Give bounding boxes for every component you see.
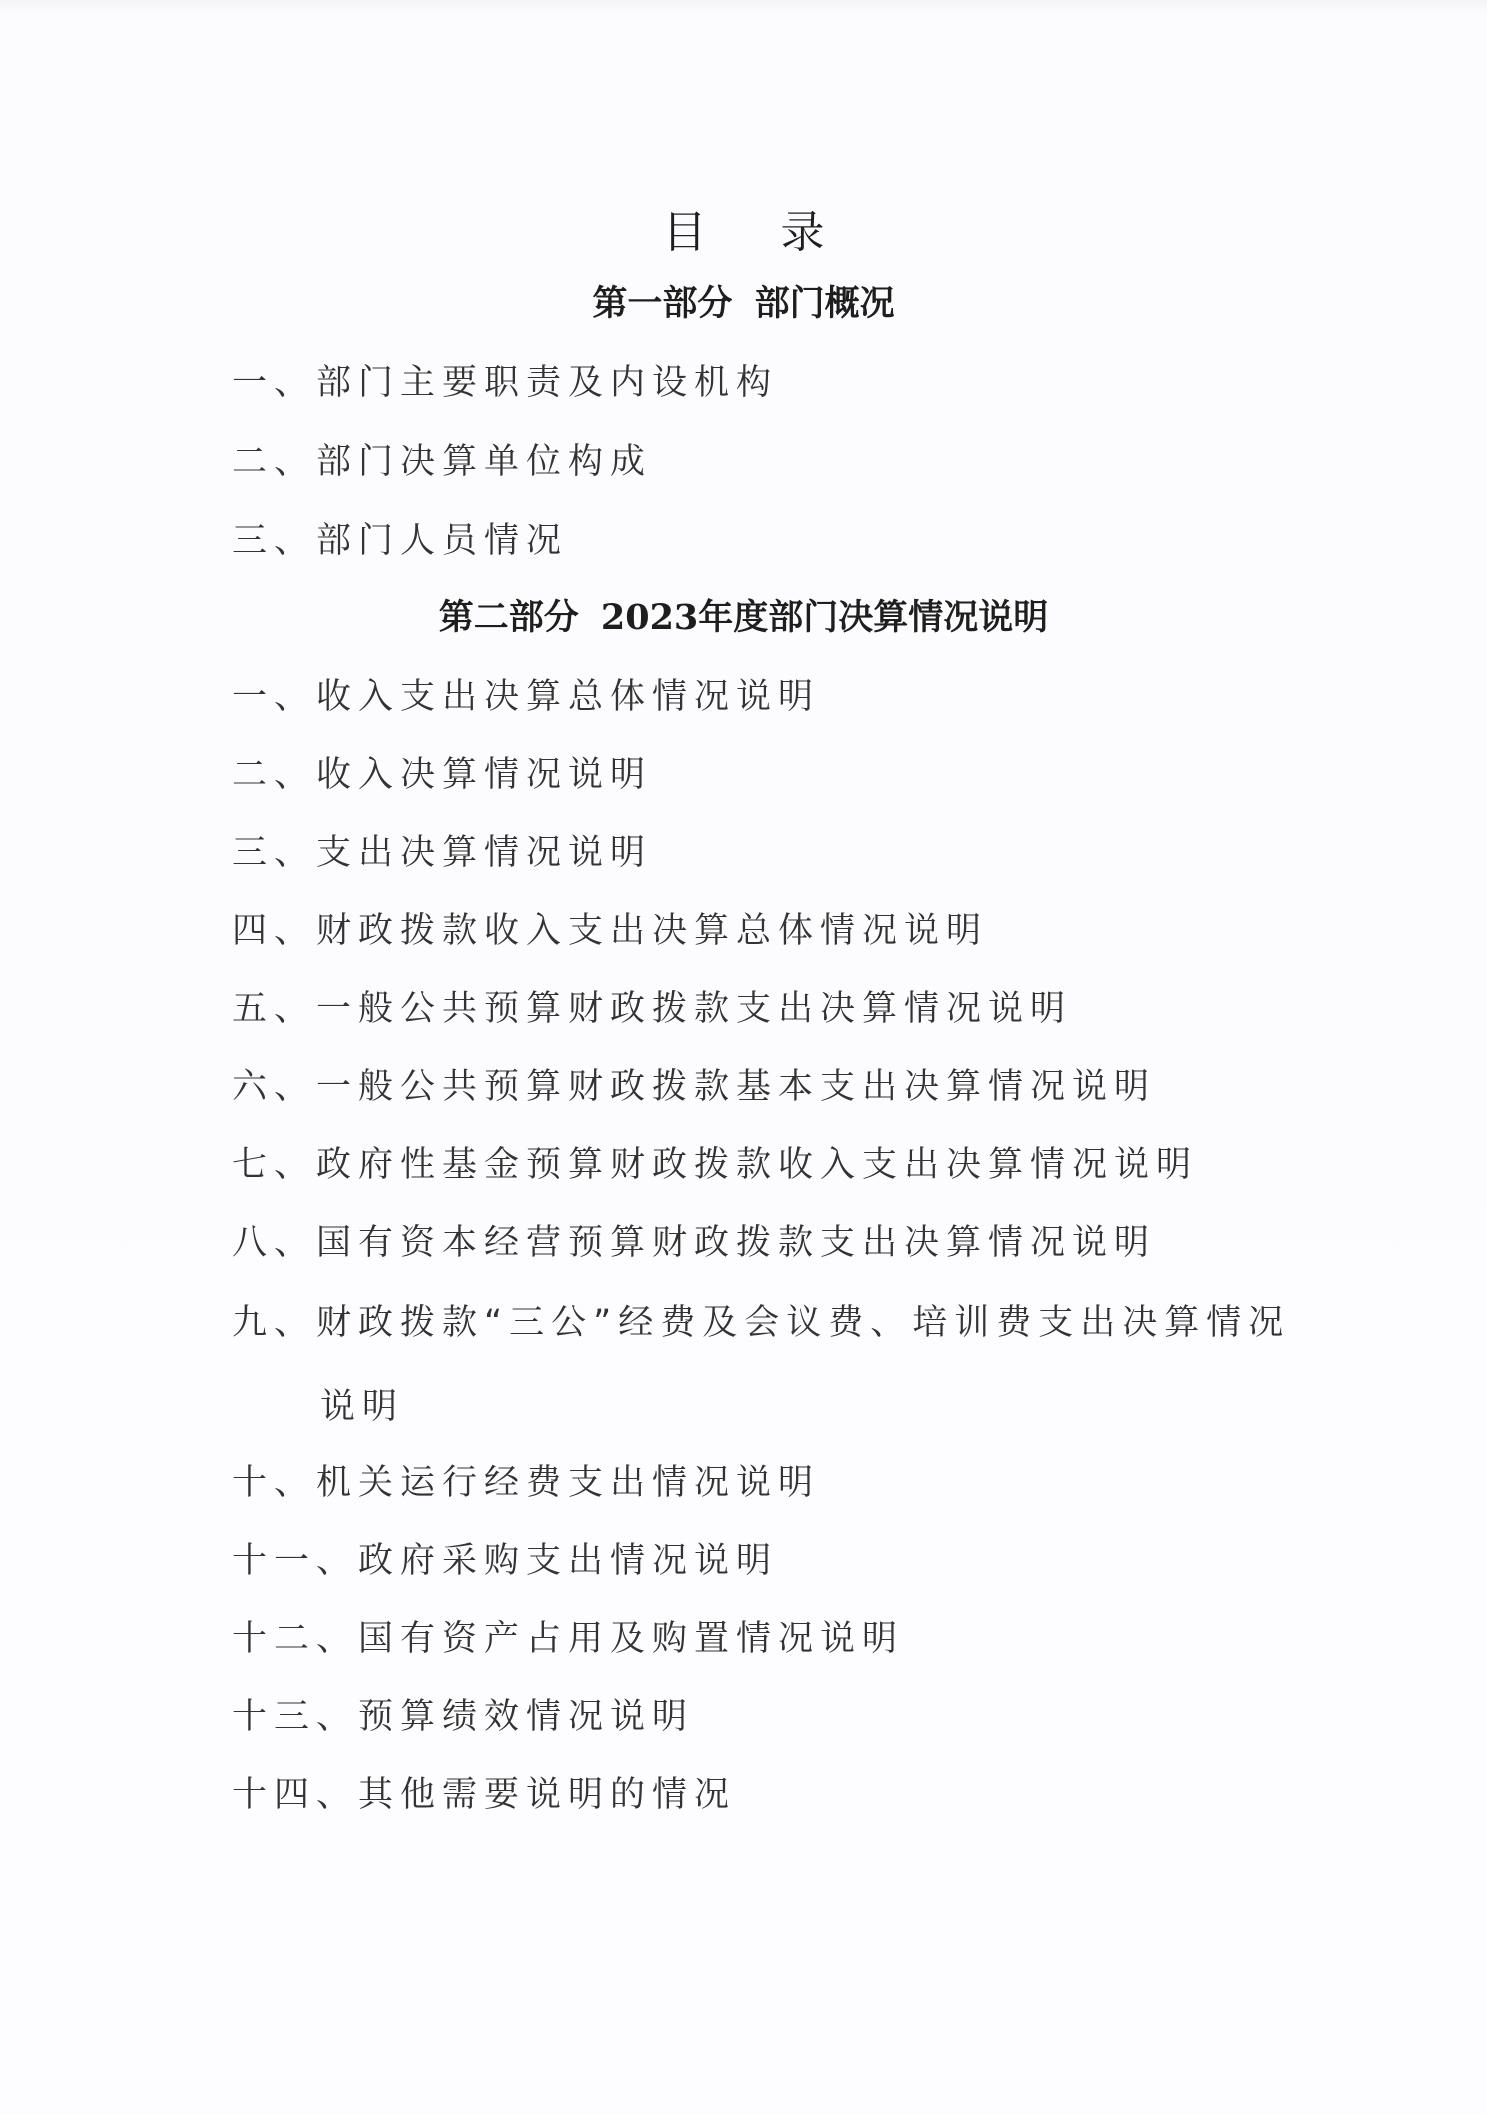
toc-entry: 九、财政拨款“三公”经费及会议费、培训费支出决算情况 [232, 1303, 1291, 1343]
toc-entry: 十、机关运行经费支出情况说明 [232, 1463, 821, 1503]
toc-title: 目 录 [662, 207, 855, 258]
toc-entry: 十四、其他需要说明的情况 [232, 1775, 737, 1815]
toc-entry: 一、收入支出决算总体情况说明 [232, 677, 821, 717]
toc-entry-continuation: 说明 [320, 1387, 405, 1427]
toc-entry: 三、部门人员情况 [232, 521, 569, 561]
toc-entry: 十二、国有资产占用及购置情况说明 [232, 1619, 905, 1659]
toc-entry: 七、政府性基金预算财政拨款收入支出决算情况说明 [232, 1145, 1199, 1185]
toc-entry: 十一、政府采购支出情况说明 [232, 1541, 779, 1581]
part1-heading: 第一部分 部门概况 [592, 283, 895, 324]
toc-entry: 三、支出决算情况说明 [232, 833, 653, 873]
toc-entry: 四、财政拨款收入支出决算总体情况说明 [232, 911, 989, 951]
toc-entry: 二、部门决算单位构成 [232, 442, 653, 482]
toc-entry: 六、一般公共预算财政拨款基本支出决算情况说明 [232, 1067, 1157, 1107]
part2-heading: 第二部分 2023年度部门决算情况说明 [438, 597, 1049, 638]
toc-entry: 八、国有资本经营预算财政拨款支出决算情况说明 [232, 1223, 1157, 1263]
toc-entry: 一、部门主要职责及内设机构 [232, 363, 779, 403]
toc-entry: 二、收入决算情况说明 [232, 755, 653, 795]
toc-entry: 五、一般公共预算财政拨款支出决算情况说明 [232, 989, 1073, 1029]
toc-entry: 十三、预算绩效情况说明 [232, 1697, 695, 1737]
